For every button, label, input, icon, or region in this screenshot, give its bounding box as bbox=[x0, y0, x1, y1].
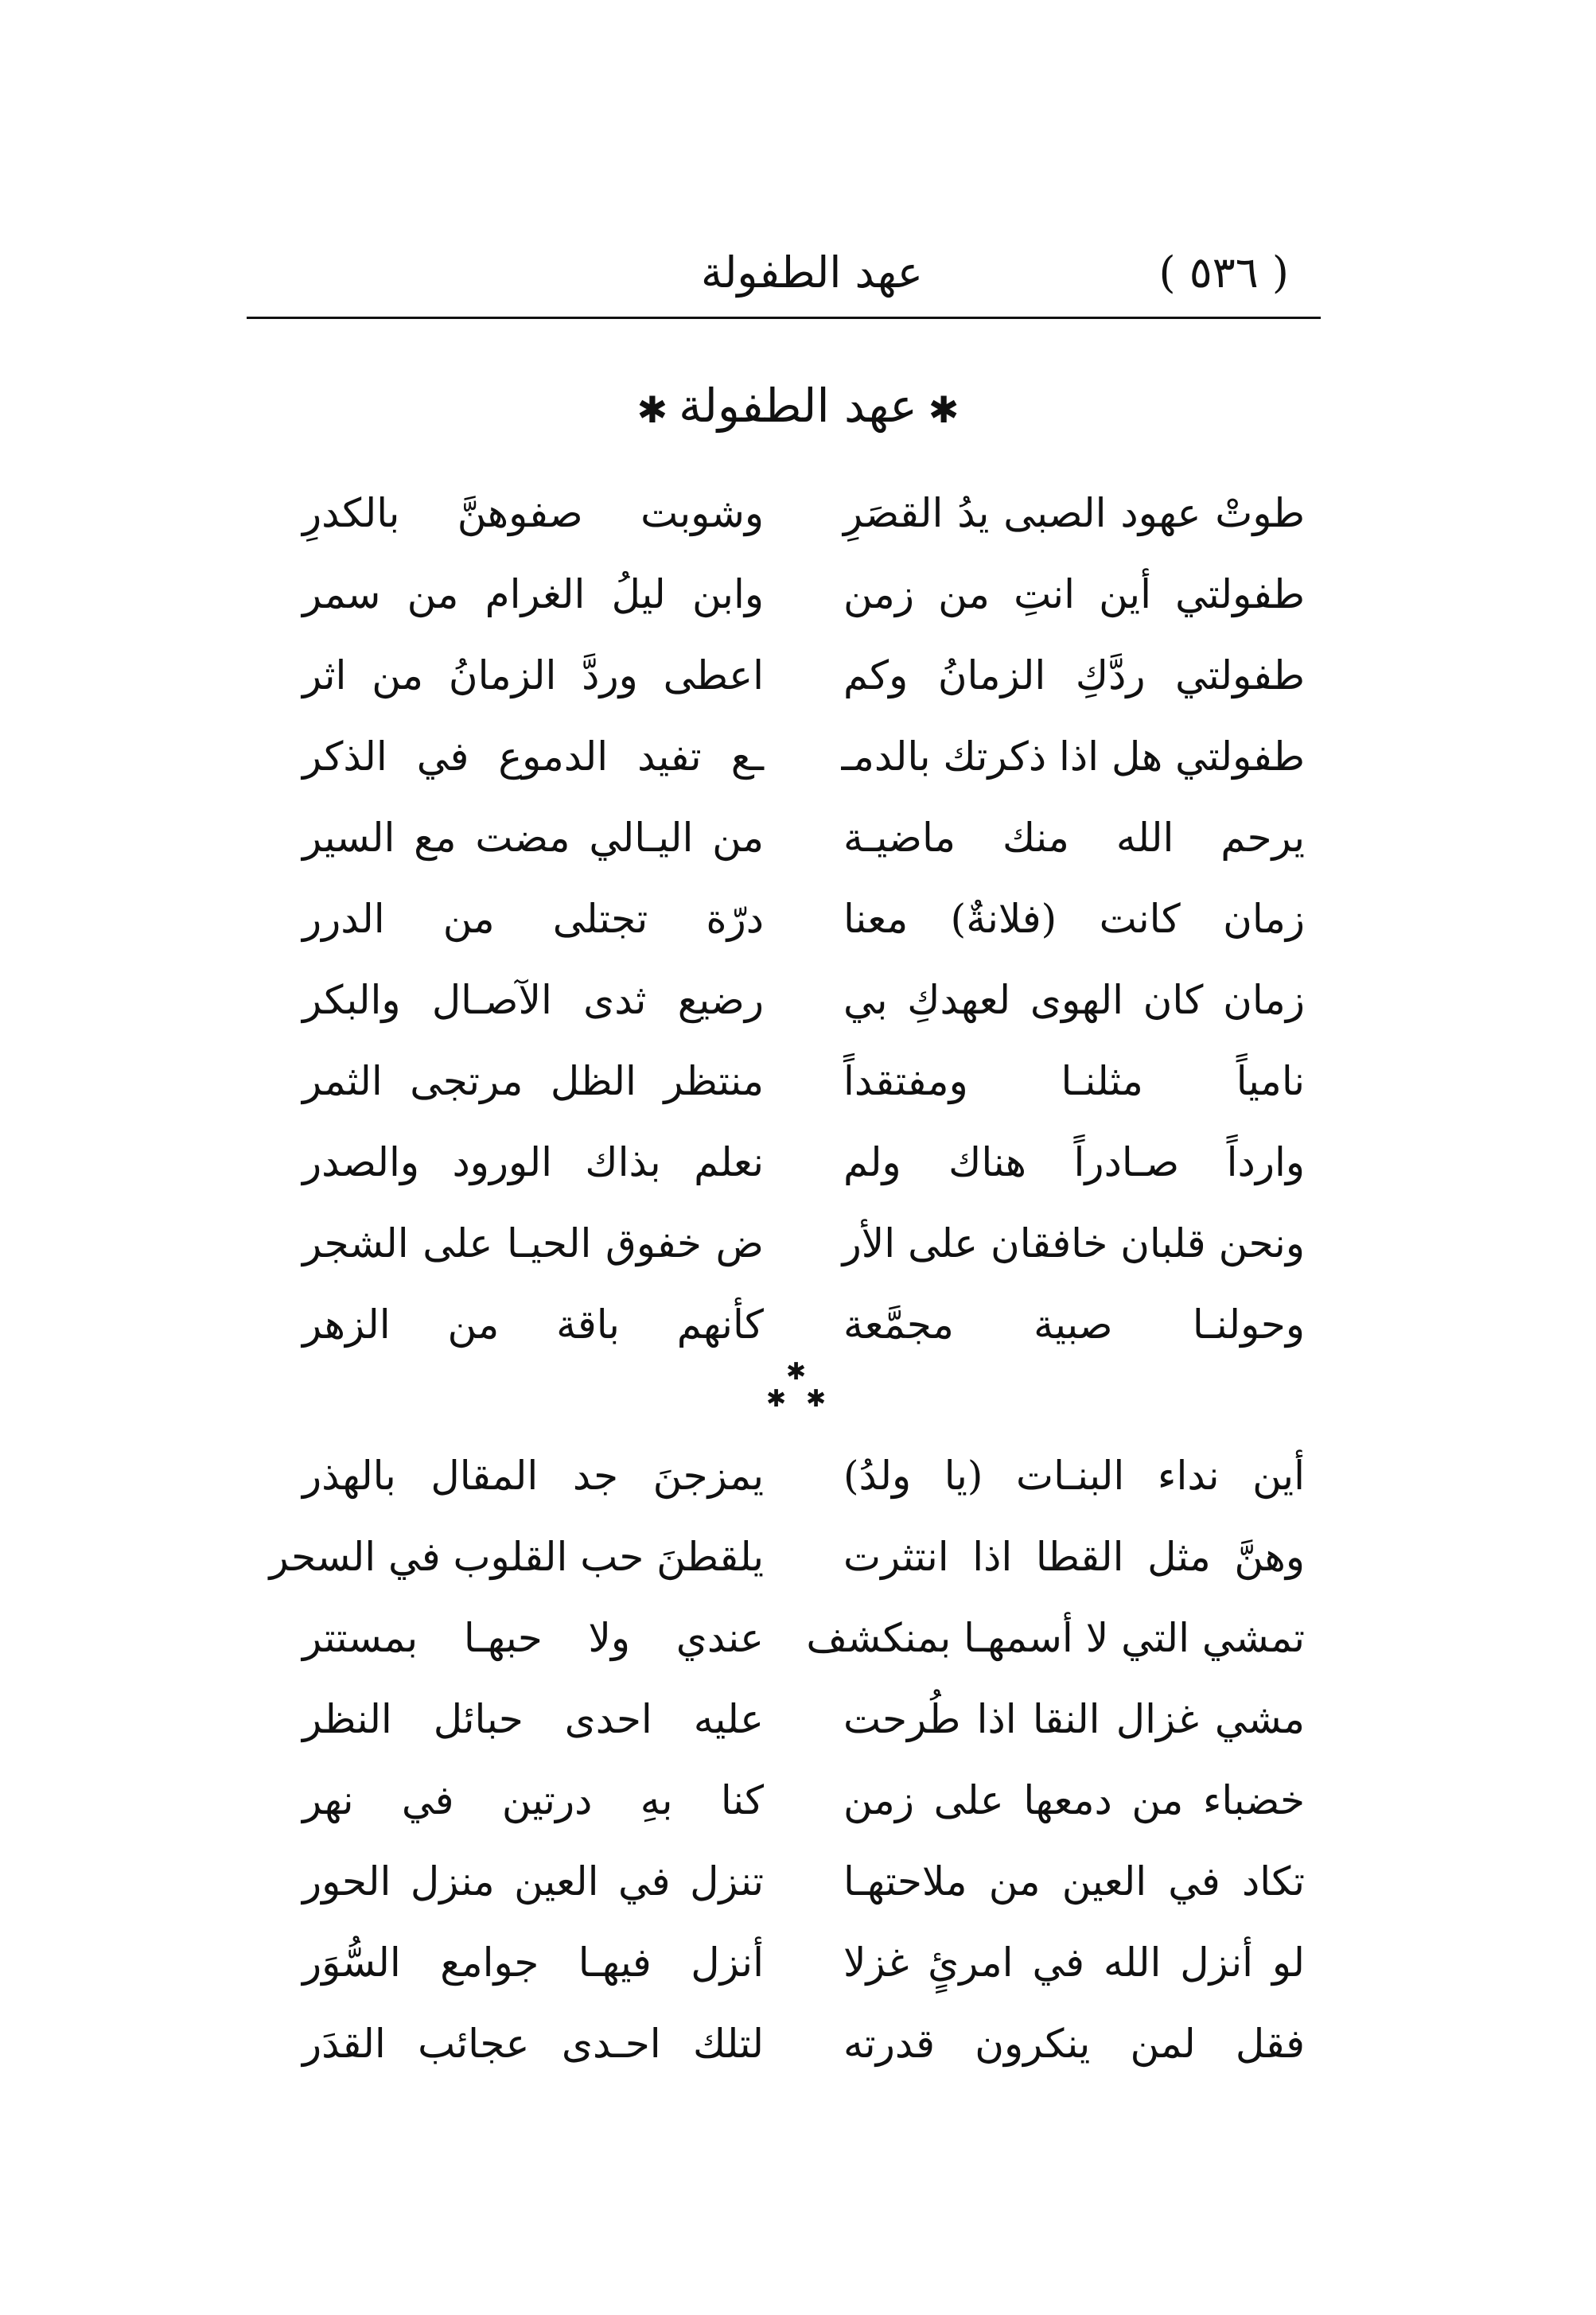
verse-line bbox=[302, 2008, 1305, 2089]
verse-line bbox=[302, 802, 1305, 883]
verse-first-hemistich: زمان كانت (فلانةٌ) معنا bbox=[843, 896, 1305, 942]
verse-line bbox=[302, 477, 1305, 558]
verse-first-hemistich: لو أنزل الله في امرئٍ غزلا bbox=[843, 1940, 1305, 1986]
verse-first-hemistich: خضباء من دمعها على زمن bbox=[843, 1777, 1305, 1823]
verse-second-hemistich: يلقطنَ حب القلوب في السحر bbox=[269, 1534, 764, 1580]
poem-title bbox=[0, 374, 1596, 442]
verse-second-hemistich: ض خفوق الحيـا على الشجر bbox=[302, 1220, 764, 1266]
verse-second-hemistich: لتلك احـدى عجائب القدَر bbox=[302, 2021, 764, 2067]
verse-second-hemistich: نعلم بذاك الورود والصدر bbox=[302, 1139, 764, 1185]
verse-second-hemistich: كنا بهِ درتين في نهر bbox=[302, 1777, 764, 1823]
stanza bbox=[302, 477, 1305, 1370]
star-ornament-icon: ✱ bbox=[636, 387, 668, 431]
verse-second-hemistich: يمزجنَ جد المقال بالهذر bbox=[302, 1453, 764, 1499]
stanza bbox=[269, 1440, 1305, 2089]
verse-line bbox=[302, 640, 1305, 721]
verse-second-hemistich: وابن ليلُ الغرام من سمر bbox=[302, 571, 764, 617]
verse-second-hemistich: رضيع ثدى الآصـال والبكر bbox=[302, 977, 764, 1023]
verse-second-hemistich: منتظر الظل مرتجى الثمر bbox=[302, 1058, 764, 1104]
header-rule bbox=[247, 317, 1321, 319]
star-ornament-icon: ✱ bbox=[786, 1358, 807, 1386]
verse-line bbox=[302, 1208, 1305, 1289]
verse-second-hemistich: كأنهم باقة من الزهر bbox=[302, 1301, 764, 1348]
verse-line bbox=[302, 1927, 1305, 2008]
verse-first-hemistich: طفولتي أين انتِ من زمن bbox=[843, 571, 1305, 617]
verse-first-hemistich: نامياً مثلنـا ومفتقداً bbox=[843, 1058, 1305, 1104]
verse-second-hemistich: عليه احدى حبائل النظر bbox=[302, 1696, 764, 1742]
verse-line bbox=[302, 1764, 1305, 1846]
verse-line bbox=[302, 1126, 1305, 1208]
verse-line bbox=[269, 1521, 1305, 1602]
star-ornament-icon: ✱ bbox=[766, 1385, 787, 1413]
verse-first-hemistich: تمشي التي لا أسمهـا بمنكشف bbox=[806, 1615, 1305, 1661]
verse-line bbox=[302, 1440, 1305, 1521]
verse-second-hemistich: أنزل فيهـا جوامع السُّوَر bbox=[302, 1940, 764, 1986]
verse-line bbox=[302, 1683, 1305, 1764]
verse-line bbox=[302, 883, 1305, 964]
verse-first-hemistich: تكاد في العين من ملاحتهـا bbox=[843, 1858, 1305, 1905]
running-header bbox=[247, 239, 1321, 310]
verse-first-hemistich: زمان كان الهوى لعهدكِ بي bbox=[843, 977, 1305, 1023]
verse-first-hemistich: وارداً صـادراً هناك ولم bbox=[843, 1139, 1305, 1185]
verse-line bbox=[302, 558, 1305, 640]
verse-first-hemistich: طفولتي هل اذا ذكرتك بالدمـ bbox=[841, 733, 1305, 780]
verse-line bbox=[302, 1602, 1305, 1683]
verse-first-hemistich: طفولتي ردَّكِ الزمانُ وكم bbox=[843, 652, 1305, 698]
verse-line bbox=[302, 1045, 1305, 1126]
verse-first-hemistich: فقل لمن ينكرون قدرته bbox=[843, 2021, 1305, 2067]
verse-second-hemistich: ـع تفيد الدموع في الذكر bbox=[302, 733, 764, 780]
verse-line bbox=[302, 721, 1305, 802]
star-ornament-icon: ✱ bbox=[928, 387, 960, 431]
verse-first-hemistich: وهنَّ مثل القطا اذا انتثرت bbox=[843, 1534, 1305, 1580]
verse-first-hemistich: وحولنـا صبية مجمَّعة bbox=[843, 1301, 1305, 1348]
verse-first-hemistich: طوتْ عهود الصبى يدُ القصَرِ bbox=[843, 490, 1305, 536]
verse-second-hemistich: من اليـالي مضت مع السير bbox=[302, 815, 764, 861]
verse-second-hemistich: وشوبت صفوهنَّ بالكدرِ bbox=[302, 490, 764, 536]
verse-second-hemistich: تنزل في العين منزل الحور bbox=[302, 1858, 764, 1905]
star-ornament-icon: ✱ bbox=[806, 1385, 827, 1413]
poem-title-text: عهد الطفولة bbox=[679, 379, 917, 433]
verse-first-hemistich: ونحن قلبان خافقان على الأر bbox=[842, 1220, 1305, 1266]
page-number: ( ٥٣٦ ) bbox=[1158, 247, 1289, 298]
verse-line bbox=[302, 964, 1305, 1045]
running-title: عهد الطفولة bbox=[701, 247, 923, 298]
verse-first-hemistich: أين نداء البنـات (يا ولدُ) bbox=[843, 1453, 1305, 1499]
verse-second-hemistich: درّة تجتلى من الدرر bbox=[302, 896, 764, 942]
verse-first-hemistich: مشي غزال النقا اذا طُرحت bbox=[843, 1696, 1305, 1742]
verse-second-hemistich: اعطى وردَّ الزمانُ من اثر bbox=[302, 652, 764, 698]
stanza-separator bbox=[758, 1360, 838, 1424]
verse-first-hemistich: يرحم الله منك ماضيـة bbox=[843, 815, 1305, 861]
verse-second-hemistich: عندي ولا حبهـا بمستتر bbox=[302, 1615, 764, 1661]
verse-line bbox=[302, 1846, 1305, 1927]
